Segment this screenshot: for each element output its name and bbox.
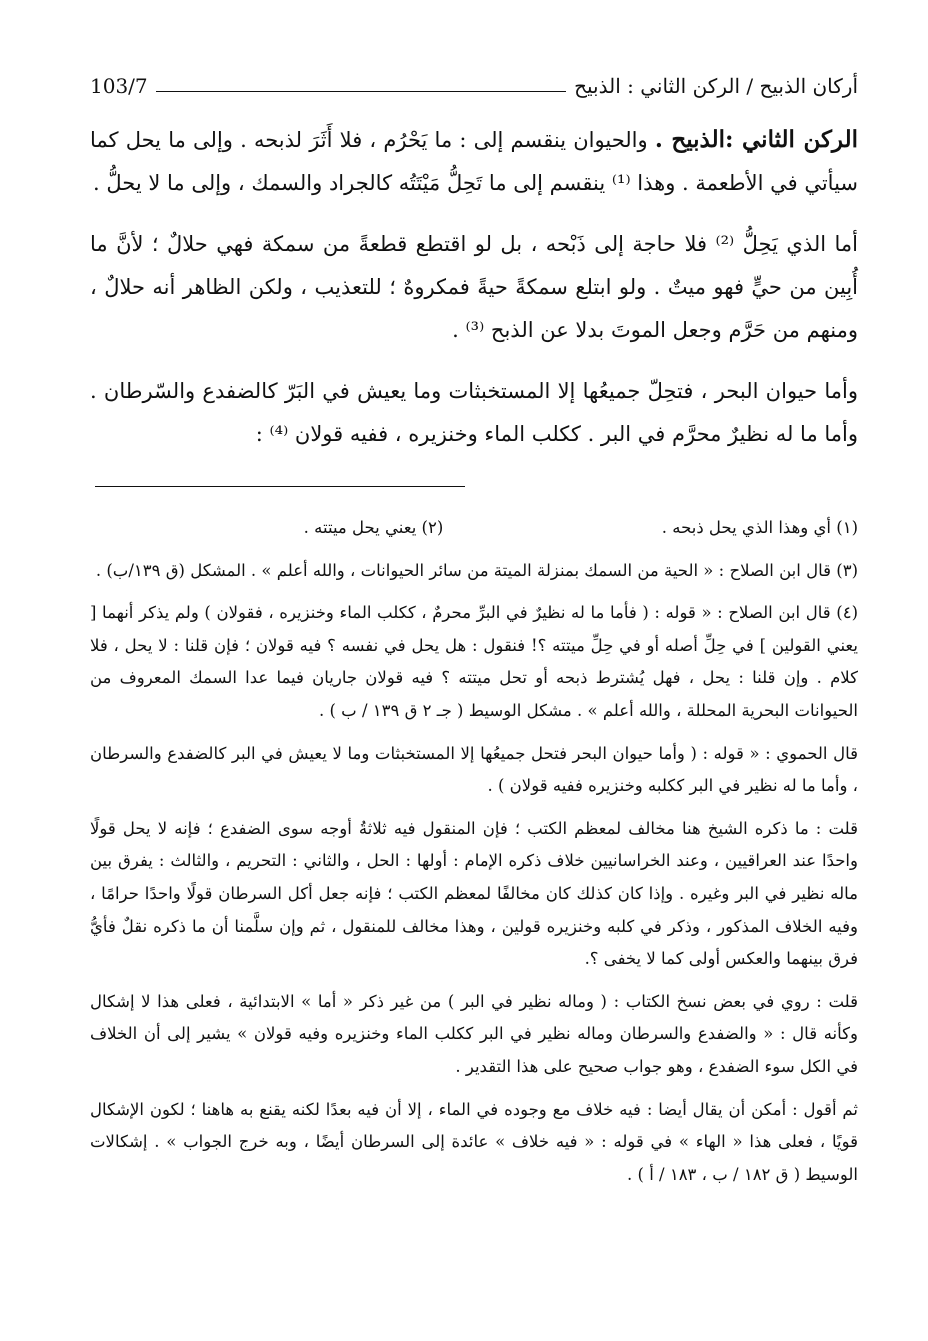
footnote-3: (٣) قال ابن الصلاح : « الحية من السمك بمنزلة الميتة من سائر الحيوانات ، والله أعلم » . المشكل (ق ١٣٩/ب) . <box>95 560 858 580</box>
paragraph-1 <box>90 118 858 205</box>
footnote-row-1-2 <box>90 512 858 545</box>
header-rule <box>156 91 566 92</box>
footnote-separator <box>95 486 465 487</box>
main-text <box>90 118 858 456</box>
footnote-1: (١) أي وهذا الذي يحل ذبحه . <box>661 518 858 537</box>
paragraph-1-text: والحيوان ينقسم إلى : ما يَحْرُم ، فلا أَثَرَ لذبحه . وإلى ما يحل كما سيأتي في الأطعمة . وهذا ⁽¹⁾ ينقسم إلى ما تَحِلُّ مَيْتَتُه كالجراد والسمك ، وإلى ما لا يحلُّ . <box>90 128 858 195</box>
footnote-qultu-2: قلت : روي في بعض نسخ الكتاب : ( وماله نظير في البر ) من غير ذكر « أما » الابتدائية ، فعلى هذا لا إشكال وكأنه قال : « والضفدع والسرطان وماله نظير في البر ككلب الماء وخنزيره وفيه قولان » يشير إلى أن الخلاف في الكل سوء الضفدع ، وهو جواب صحيح على هذا التقدير . <box>90 991 858 1076</box>
footnote-qultu-1: قلت : ما ذكره الشيخ هنا مخالف لمعظم الكتب ؛ فإن المنقول فيه ثلاثةُ أوجه سوى الضفدع ؛ فإنه لا يحل قولًا واحدًا عند العراقيين ، وعند الخراسانيين خلاف ذكره الإمام : أولها : الحل ، والثاني : التحريم ، والثالث : يفرق بين ماله نظير في البر وغيره . وإذا كان كذلك كان مخالفًا لمعظم الكتب ؛ فإنه جعل أكل السرطان قولًا واحدًا حرامًا ، وفيه الخلاف المذكور ، وذكر في كلبه وخنزيره قولين ، وهذا مخالف للمنقول ، ثم وإن سلَّمنا أن ما ذكره نقلٌ فأيُّ فرق بينهما والعكس أولى كما لا يخفى ؟. <box>90 818 858 969</box>
footnotes <box>90 512 858 1201</box>
paragraph-2: أما الذي يَحِلُّ ⁽²⁾ فلا حاجة إلى ذَبْحه ، بل لو اقتطع قطعةً من سمكة فهي حلالٌ ؛ لأنَّ ما أُبِين من حيٍّ فهو ميتٌ . ولو ابتلع سمكةً حيةً فمكروهٌ ؛ للتعذيب ، ولكن الظاهر أنه حلالٌ ، ومنهم من حَرَّم وجعل الموتَ بدلا عن الذبح ⁽³⁾ . <box>90 232 858 342</box>
running-header <box>90 64 858 98</box>
footnote-hamawi: قال الحموي : « قوله : ( وأما حيوان البحر فتحل جميعُها إلا المستخبثات وما لا يعيش في البر كالضفدع والسرطان ، وأما ما له نظير في البر ككلبه وخنزيره ففيه قولان ) . <box>90 743 858 796</box>
section-heading: الركن الثاني :الذبيح . <box>654 126 858 153</box>
page-number: 103/7 <box>90 74 148 98</box>
running-title: أركان الذبيح / الركن الثاني : الذبيح <box>574 74 858 98</box>
footnote-4: (٤) قال ابن الصلاح : « قوله : ( فأما ما له نظيرٌ في البرِّ محرمٌ ، ككلب الماء وخنزيره ، فقولان ) ولم يذكر أنهما [ يعني القولين ] في حِلِّ أصله أو في حِلِّ ميتته ؟! فنقول : هل يحل في نفسه ؟ فيه قولان ؛ فإن قلنا : لا يحل ، فلا كلام . وإن قلنا : يحل ، فهل يُشترط ذبحه أو تحل ميتته ؟ فيه قولان جاريان فيما عدا السمك المعروف من الحيوانات البحرية المحللة ، والله أعلم » . مشكل الوسيط ( جـ ٢ ق ١٣٩ / ب ) . <box>90 603 858 720</box>
paragraph-3: وأما حيوان البحر ، فتحِلّ جميعُها إلا المستخبثات وما يعيش في البَرّ كالضفدع والسّرطان . وأما ما له نظيرٌ محرَّم في البر . ككلب الماء وخنزيره ، ففيه قولان ⁽⁴⁾ : <box>90 379 858 446</box>
footnote-aqulu: ثم أقول : أمكن أن يقال أيضا : فيه خلاف مع وجوده في الماء ، إلا أن فيه بعدًا لكنه يقنع به هاهنا ؛ لكون الإشكال قويًا ، فعلى هذا « الهاء » في قوله : « فيه خلاف » عائدة إلى السرطان أيضًا ، وبه خرج الجواب » . إشكالات الوسيط ( ق ١٨٢ / ب ، ١٨٣ / أ ) . <box>90 1099 858 1184</box>
footnote-2: (٢) يعني يحل ميتته . <box>303 518 444 537</box>
